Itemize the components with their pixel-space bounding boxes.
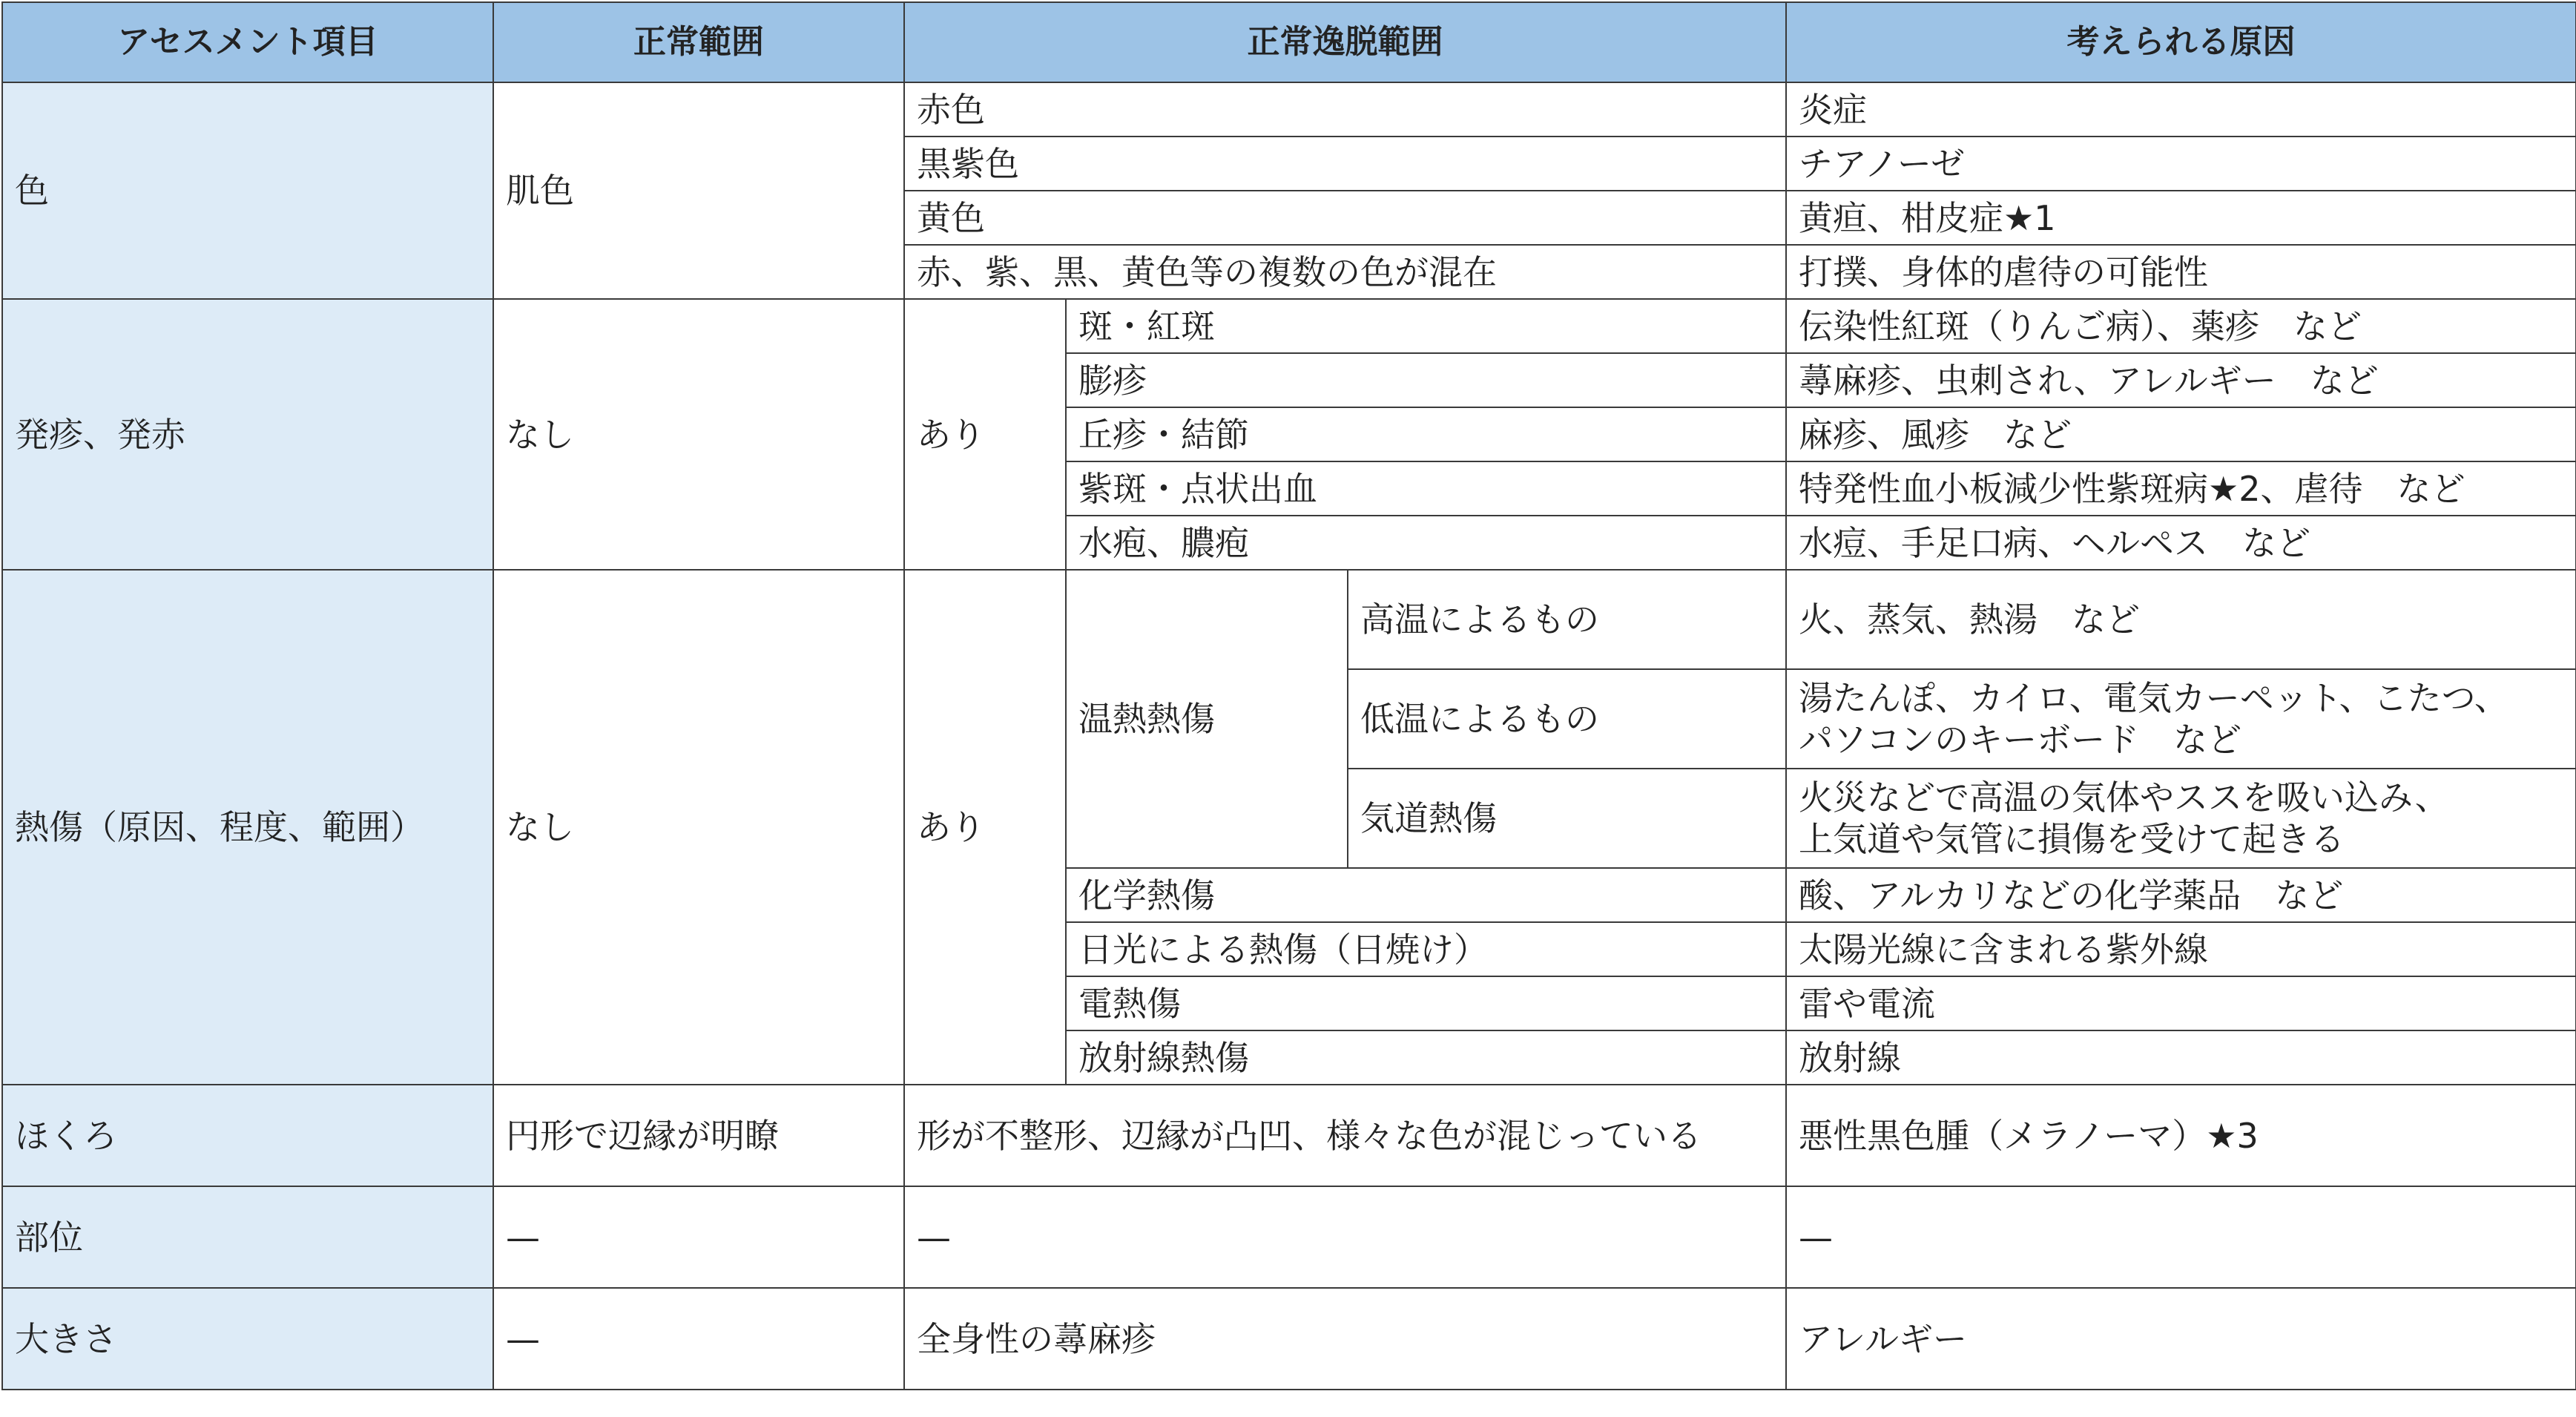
header-row bbox=[2, 2, 2576, 82]
item-mole: ほくろ bbox=[2, 1085, 493, 1186]
header-assessment-item: アセスメント項目 bbox=[2, 2, 493, 82]
header-abnormal-range-span: 正常逸脱範囲 bbox=[904, 2, 1786, 82]
abnormal-size: 全身性の蕁麻疹 bbox=[904, 1288, 1786, 1390]
abnormal-burn: あり bbox=[904, 570, 1066, 1085]
header-cause: 考えられる原因 bbox=[1786, 2, 2576, 82]
cause-cell: 伝染性紅斑（りんご病）、薬疹 など bbox=[1786, 299, 2576, 353]
cause-cell: 蕁麻疹、虫刺され、アレルギー など bbox=[1786, 353, 2576, 407]
item-rash: 発疹、発赤 bbox=[2, 299, 493, 570]
table-row bbox=[2, 570, 2576, 669]
cause-cell: — bbox=[1786, 1186, 2576, 1288]
item-color: 色 bbox=[2, 82, 493, 299]
cause-cell: 太陽光線に含まれる紫外線 bbox=[1786, 922, 2576, 976]
normal-size: — bbox=[493, 1288, 904, 1390]
item-burn: 熱傷（原因、程度、範囲） bbox=[2, 570, 493, 1085]
item-site: 部位 bbox=[2, 1186, 493, 1288]
table-row bbox=[2, 1085, 2576, 1186]
cause-line: パソコンのキーボード など bbox=[1799, 720, 2242, 760]
table-row bbox=[2, 299, 2576, 353]
cause-cell: 雷や電流 bbox=[1786, 976, 2576, 1030]
cause-cell bbox=[1786, 669, 2576, 769]
cause-line: 火災などで高温の気体やススを吸い込み、 bbox=[1799, 777, 2449, 818]
rash-type-cell: 斑・紅斑 bbox=[1066, 299, 1786, 353]
cause-cell: 打撲、身体的虐待の可能性 bbox=[1786, 245, 2576, 299]
cause-line: 湯たんぽ、カイロ、電気カーペット、こたつ、 bbox=[1799, 678, 2509, 718]
rash-type-cell: 膨疹 bbox=[1066, 353, 1786, 407]
item-size: 大きさ bbox=[2, 1288, 493, 1390]
burn-type-cell: 放射線熱傷 bbox=[1066, 1030, 1786, 1085]
rash-type-cell: 紫斑・点状出血 bbox=[1066, 461, 1786, 516]
cause-cell: 炎症 bbox=[1786, 82, 2576, 137]
rash-type-cell: 水疱、膿疱 bbox=[1066, 516, 1786, 570]
cause-line: 上気道や気管に損傷を受けて起きる bbox=[1799, 819, 2345, 859]
table-row bbox=[2, 1288, 2576, 1390]
burn-type-cell: 電熱傷 bbox=[1066, 976, 1786, 1030]
normal-color: 肌色 bbox=[493, 82, 904, 299]
burn-type-cell: 化学熱傷 bbox=[1066, 868, 1786, 922]
cause-cell: 特発性血小板減少性紫斑病★2、虐待 など bbox=[1786, 461, 2576, 516]
thermal-sub-cell: 低温によるもの bbox=[1348, 669, 1786, 769]
abnormal-mole: 形が不整形、辺縁が凸凹、様々な色が混じっている bbox=[904, 1085, 1786, 1186]
thermal-sub-cell: 高温によるもの bbox=[1348, 570, 1786, 669]
cause-cell: 酸、アルカリなどの化学薬品 など bbox=[1786, 868, 2576, 922]
cause-cell: 麻疹、風疹 など bbox=[1786, 407, 2576, 461]
abnormal-site: — bbox=[904, 1186, 1786, 1288]
abnormal-cell: 赤、紫、黒、黄色等の複数の色が混在 bbox=[904, 245, 1786, 299]
cause-line: 火、蒸気、熱湯 など bbox=[1799, 599, 2141, 640]
table-row bbox=[2, 1186, 2576, 1288]
cause-cell bbox=[1786, 769, 2576, 868]
abnormal-cell: 赤色 bbox=[904, 82, 1786, 137]
cause-cell: 放射線 bbox=[1786, 1030, 2576, 1085]
normal-rash: なし bbox=[493, 299, 904, 570]
cause-cell bbox=[1786, 570, 2576, 669]
assessment-table bbox=[1, 1, 2576, 1390]
normal-site: — bbox=[493, 1186, 904, 1288]
normal-burn: なし bbox=[493, 570, 904, 1085]
burn-type-cell: 日光による熱傷（日焼け） bbox=[1066, 922, 1786, 976]
header-normal-range: 正常範囲 bbox=[493, 2, 904, 82]
cause-cell: チアノーゼ bbox=[1786, 137, 2576, 191]
cause-cell: 黄疸、柑皮症★1 bbox=[1786, 191, 2576, 245]
normal-mole: 円形で辺縁が明瞭 bbox=[493, 1085, 904, 1186]
table-row bbox=[2, 82, 2576, 137]
cause-cell: 悪性黒色腫（メラノーマ）★3 bbox=[1786, 1085, 2576, 1186]
thermal-sub-cell: 気道熱傷 bbox=[1348, 769, 1786, 868]
rash-type-cell: 丘疹・結節 bbox=[1066, 407, 1786, 461]
thermal-burn-label: 温熱熱傷 bbox=[1066, 570, 1348, 868]
abnormal-cell: 黒紫色 bbox=[904, 137, 1786, 191]
abnormal-cell: 黄色 bbox=[904, 191, 1786, 245]
cause-cell: アレルギー bbox=[1786, 1288, 2576, 1390]
cause-cell: 水痘、手足口病、ヘルペス など bbox=[1786, 516, 2576, 570]
abnormal-rash: あり bbox=[904, 299, 1066, 570]
